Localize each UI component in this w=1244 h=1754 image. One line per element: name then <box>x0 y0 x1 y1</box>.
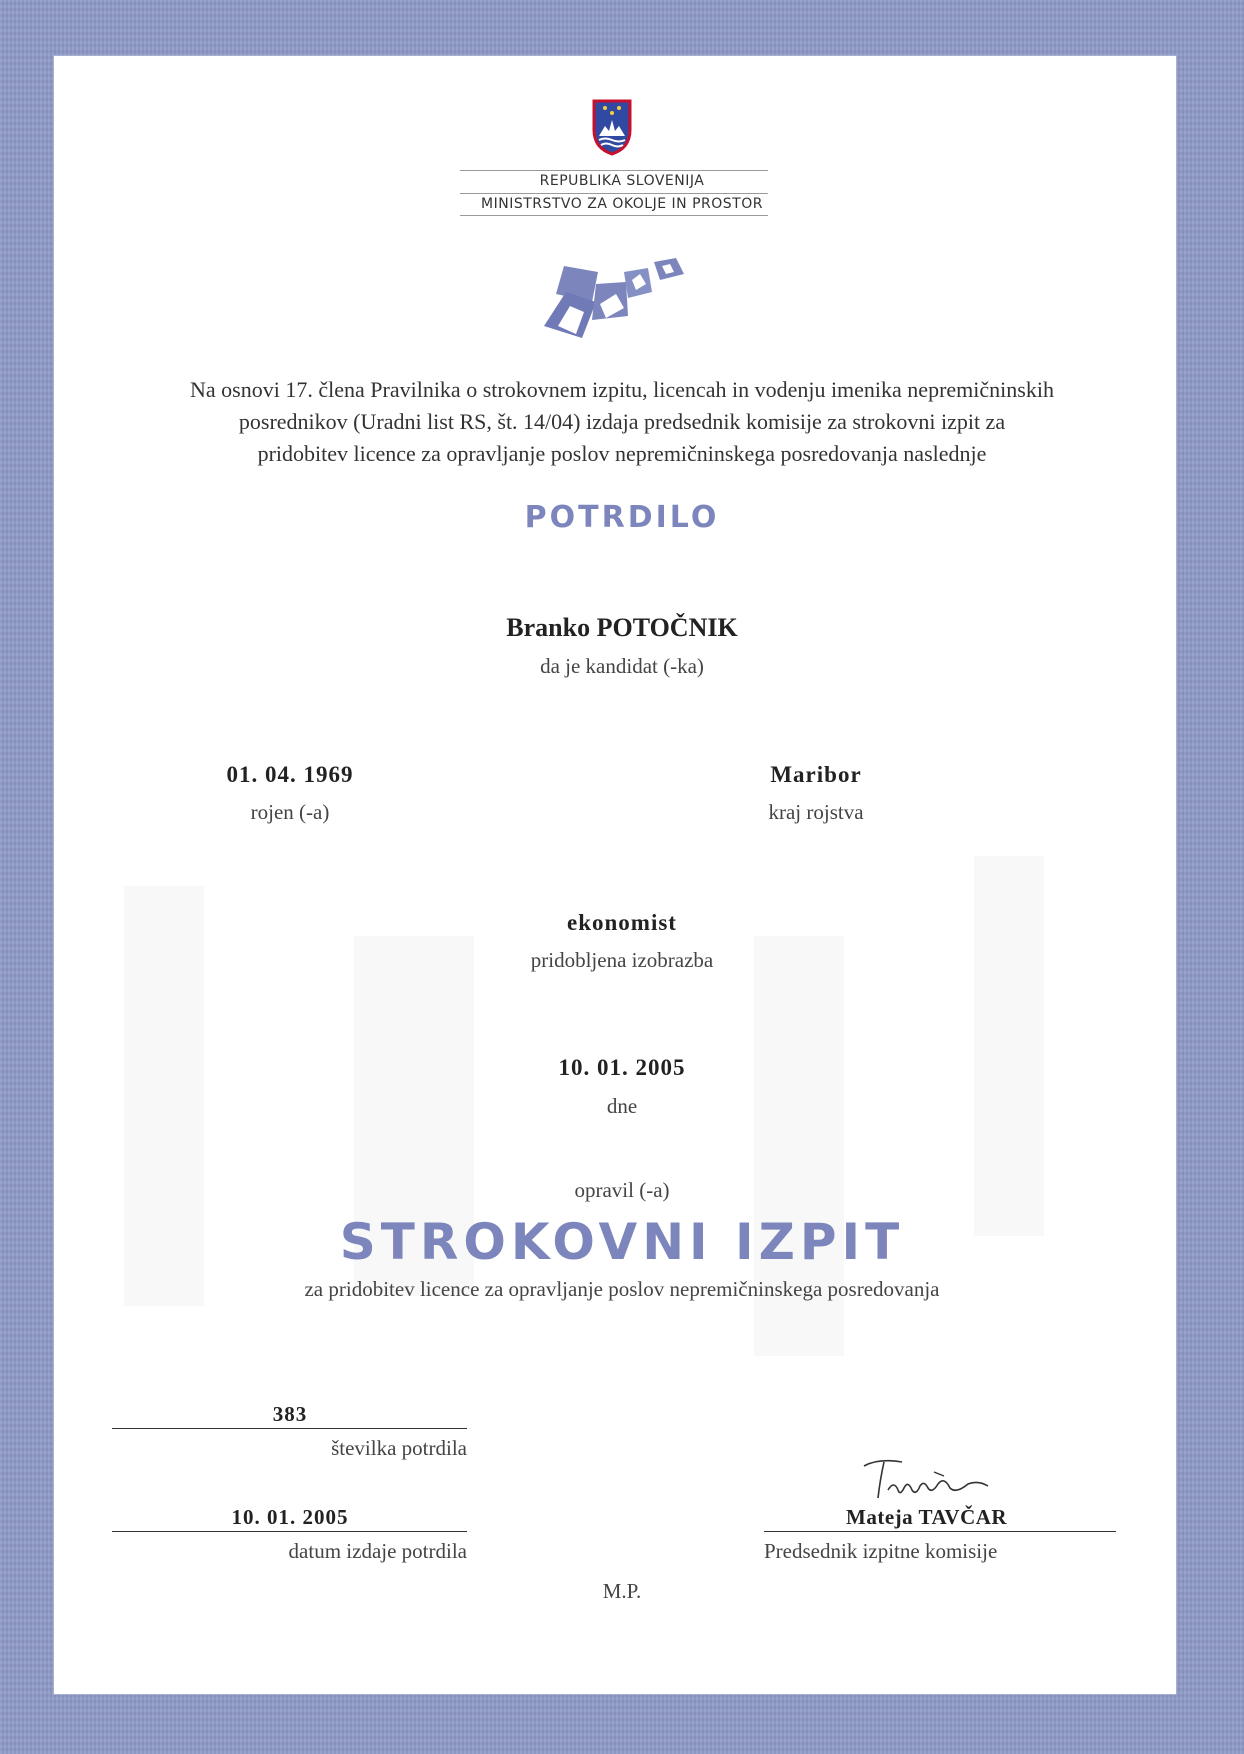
exam-purpose: za pridobitev licence za opravljanje poslov nepremičninskega posredovanja <box>304 1277 940 1301</box>
issue-date: 10. 01. 2005 <box>231 1505 349 1529</box>
handwritten-signature <box>858 1454 998 1506</box>
birth-date-label: rojen (-a) <box>250 800 330 824</box>
intro-line: Na osnovi 17. člena Pravilnika o strokovnem izpitu, licencah in vodenju imenika nepremičninskih <box>190 377 1054 402</box>
commission-logo-icon <box>536 254 696 344</box>
exam-title: STROKOVNI IZPIT <box>339 1213 905 1271</box>
passed-label: opravil (-a) <box>574 1178 670 1202</box>
certificate-number: 383 <box>272 1402 308 1426</box>
birth-place-label: kraj rojstva <box>768 800 864 824</box>
header-divider <box>460 170 768 171</box>
ministry-name: MINISTRSTVO ZA OKOLJE IN PROSTOR <box>481 196 763 212</box>
birth-date: 01. 04. 1969 <box>226 762 354 787</box>
slovenia-coat-of-arms-icon <box>591 98 633 156</box>
candidate-name-label: da je kandidat (-ka) <box>540 654 704 678</box>
signatory-name: Mateja TAVČAR <box>846 1505 1008 1529</box>
candidate-name: Branko POTOČNIK <box>506 613 738 642</box>
header-divider <box>460 193 768 194</box>
header-divider <box>460 215 768 216</box>
issue-date-label: datum izdaje potrdila <box>288 1539 467 1563</box>
country-name: REPUBLIKA SLOVENIJA <box>539 173 705 189</box>
signature-line <box>112 1531 467 1532</box>
document-title: POTRDILO <box>524 500 720 535</box>
signatory-title: Predsednik izpitne komisije <box>764 1539 998 1563</box>
certificate-number-label: številka potrdila <box>331 1436 467 1460</box>
exam-date: 10. 01. 2005 <box>558 1055 686 1080</box>
intro-text <box>120 374 1124 470</box>
education: ekonomist <box>567 910 677 935</box>
intro-line: pridobitev licence za opravljanje poslov nepremičninskega posredovanja naslednje <box>257 441 987 466</box>
seal-label: M.P. <box>602 1579 642 1603</box>
education-label: pridobljena izobrazba <box>530 948 714 972</box>
intro-line: posrednikov (Uradni list RS, št. 14/04) izdaja predsednik komisije za strokovni izpit za <box>238 409 1006 434</box>
exam-date-label: dne <box>606 1094 638 1118</box>
signature-line <box>112 1428 467 1429</box>
signature-line <box>764 1531 1116 1532</box>
birth-place: Maribor <box>770 762 862 787</box>
